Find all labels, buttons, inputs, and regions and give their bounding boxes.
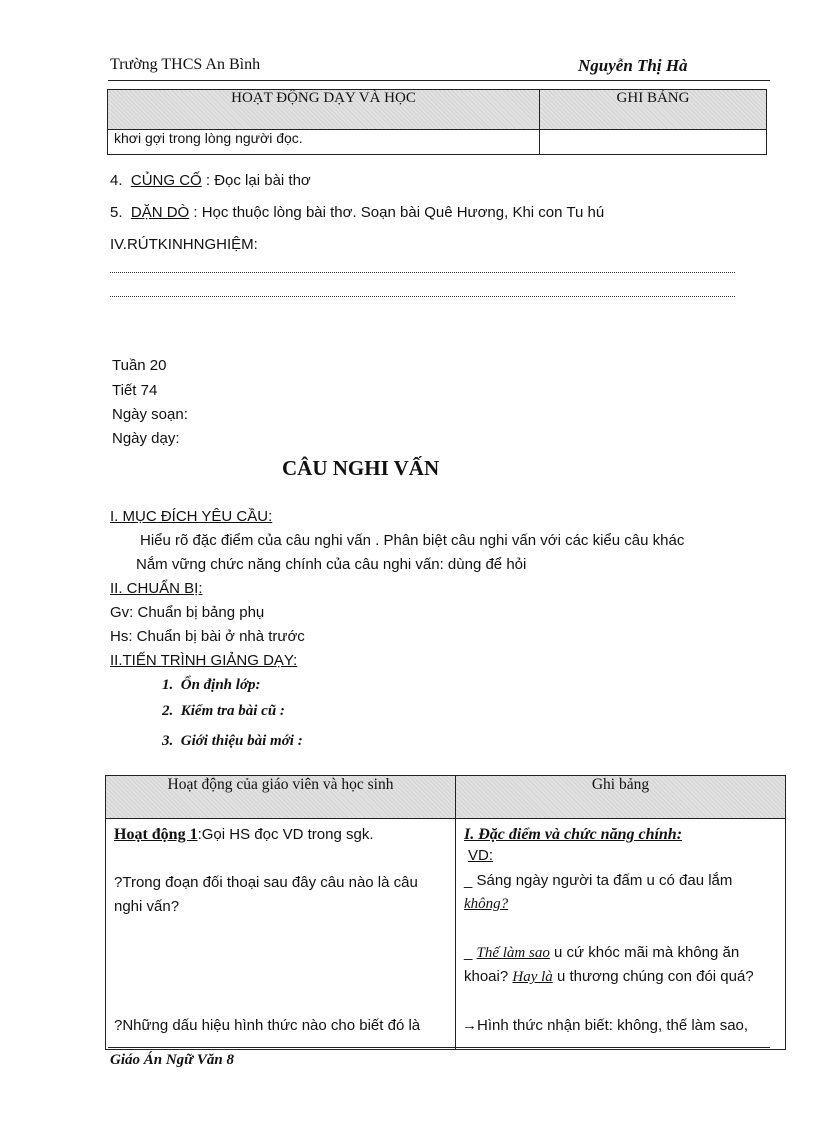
header-divider	[108, 80, 770, 81]
table1-col1-header: HOẠT ĐỘNG DẠY VÀ HỌC	[108, 90, 540, 130]
table1-col2-header: GHI BẢNG	[540, 90, 767, 130]
procedure-item-number: 1.	[162, 677, 174, 693]
procedure-item-number: 3.	[162, 733, 174, 749]
example-2-line2-rest: u thương chúng con đói quá?	[552, 968, 754, 985]
period-label: Tiết 74	[112, 382, 158, 399]
section1-heading: I. MỤC ĐÍCH YÊU CẦU:	[110, 508, 273, 525]
section3-heading: II.TIẾN TRÌNH GIẢNG DẠY:	[110, 652, 298, 669]
table2-board-cell	[456, 819, 786, 1050]
step-5-number: 5.	[110, 204, 123, 221]
school-name: Trường THCS An Bình	[110, 56, 261, 73]
activity-1-text: :Gọi HS đọc VD trong sgk.	[197, 826, 374, 843]
author-name: Nguyễn Thị Hà	[578, 56, 688, 75]
table2-teacher-cell	[106, 819, 456, 1050]
table2-col2-header: Ghi bảng	[456, 776, 786, 819]
footer-divider	[108, 1047, 770, 1048]
dotted-line-1	[110, 272, 735, 273]
activity-table-main	[105, 775, 786, 1050]
section1-line1: Hiểu rõ đặc điểm của câu nghi vấn . Phân biệt câu nghi vấn với các kiểu câu khác	[140, 532, 685, 549]
example-2-line1	[464, 941, 739, 965]
teach-date-label: Ngày dạy:	[112, 430, 180, 447]
section2-hs: Hs: Chuẩn bị bài ở nhà trước	[110, 628, 305, 645]
lesson-title: CÂU NGHI VẤN	[282, 456, 440, 480]
dotted-line-2	[110, 296, 735, 297]
step-5	[110, 204, 604, 221]
example-2-line2	[464, 965, 754, 989]
question-1-line2: nghi vấn?	[114, 898, 180, 915]
example-1-line1: _ Sáng ngày người ta đấm u có đau lắm	[464, 872, 733, 889]
footer-text: Giáo Án Ngữ Văn 8	[110, 1052, 235, 1068]
question-1-line1: ?Trong đoạn đối thoại sau đây câu nào là câu	[114, 874, 418, 891]
activity-1-label: Hoạt động 1	[114, 826, 198, 843]
step-4-text: : Đọc lại bài thơ	[205, 172, 311, 189]
section2-gv: Gv: Chuẩn bị bảng phụ	[110, 604, 265, 621]
week-label: Tuần 20	[112, 357, 167, 374]
procedure-item-1	[162, 677, 261, 694]
step-5-label: DẶN DÒ	[130, 204, 190, 221]
procedure-item-2	[162, 703, 285, 720]
example-1-word: không?	[464, 896, 509, 912]
step-4-label: CỦNG CỐ	[130, 172, 202, 189]
example-2-rest: u cứ khóc mãi mà không ăn	[549, 944, 740, 961]
step-5-text: : Học thuộc lòng bài thơ. Soạn bài Quê Hương, Khi con Tu hú	[193, 204, 605, 221]
table1-cell-right	[540, 130, 767, 155]
board-vd-label: VD:	[468, 847, 494, 864]
procedure-item-text: Kiểm tra bài cũ :	[180, 703, 285, 719]
form-recognition-line: →Hình thức nhận biết: không, thế làm sao,	[462, 1017, 749, 1034]
example-2-line2-word: Hay là	[512, 969, 553, 985]
section2-heading: II. CHUẨN BỊ:	[110, 580, 203, 597]
procedure-item-text: Ổn định lớp:	[180, 677, 261, 693]
procedure-item-3	[162, 733, 303, 750]
example-2-line2-pre: khoai?	[464, 968, 513, 985]
section1-line2: Nắm vững chức năng chính của câu nghi vấn: dùng để hỏi	[136, 556, 527, 573]
procedure-item-number: 2.	[162, 703, 174, 719]
board-heading: I. Đặc điểm và chức năng chính:	[464, 826, 683, 843]
question-2-line1: ?Những dấu hiệu hình thức nào cho biết đó là	[114, 1017, 421, 1034]
example-2-word: Thế làm sao	[476, 945, 550, 961]
procedure-item-text: Giới thiệu bài mới :	[180, 733, 303, 749]
example-2-prefix: _	[464, 944, 477, 961]
step-4	[110, 172, 311, 189]
activity-table-top	[107, 89, 767, 155]
activity-1-line	[114, 823, 373, 847]
table2-col1-header: Hoạt động của giáo viên và học sinh	[106, 776, 456, 819]
prep-date-label: Ngày soạn:	[112, 406, 188, 423]
step-4-number: 4.	[110, 172, 123, 189]
experience-heading: IV.RÚTKINHNGHIỆM:	[110, 236, 258, 253]
table1-cell-left: khơi gợi trong lòng người đọc.	[108, 130, 540, 155]
